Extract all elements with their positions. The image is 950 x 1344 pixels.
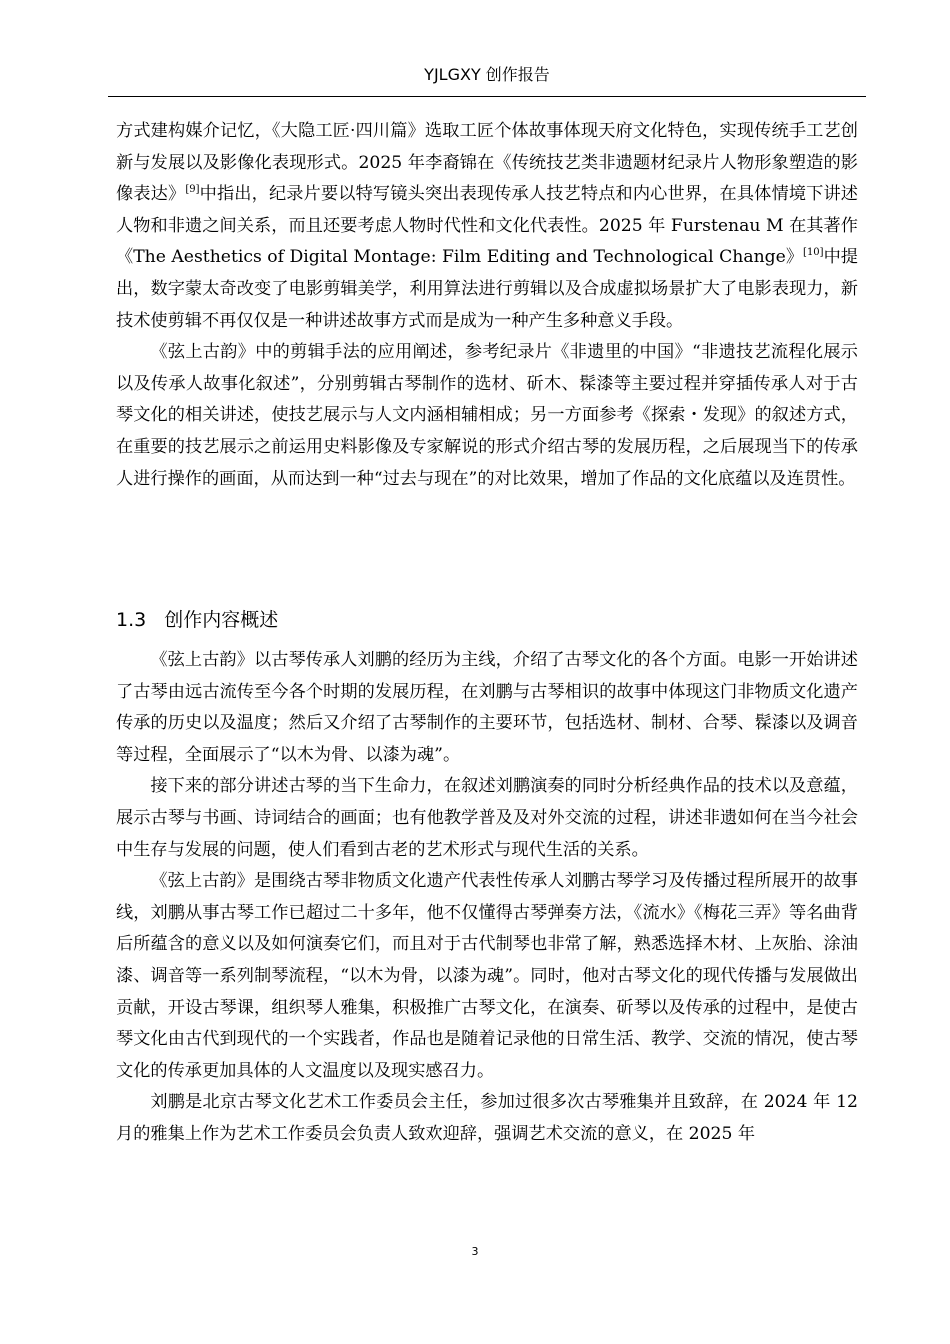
section-number: 1.3 — [116, 609, 147, 631]
paragraph: 《弦上古韵》中的剪辑手法的应用阐述，参考纪录片《非遗里的中国》“非遗技艺流程化展示以及传承人故事化叙述”，分别剪辑古琴制作的选材、斫木、髹漆等主要过程并穿插传承人对于古琴文化的相关讲述，使技艺展示与人文内涵相辅相成；另一方面参考《探索・发现》的叙述方式，在重要的技艺展示之前运用史料影像及专家解说的形式介绍古琴的发展历程，之后展现当下的传承人进行操作的画面，从而达到一种“过去与现在”的对比效果，增加了作品的文化底蕴以及连贯性。 — [116, 342, 858, 489]
paragraph-text: 中提出，数字蒙太奇改变了电影剪辑美学，利用算法进行剪辑以及合成虚拟场景扩大了电影表现力，新技术使剪辑不再仅仅是一种讲述故事方式而是成为一种产生多种意义手段。 — [116, 247, 858, 331]
paragraph: 《弦上古韵》以古琴传承人刘鹏的经历为主线，介绍了古琴文化的各个方面。电影一开始讲述了古琴由远古流传至今各个时期的发展历程，在刘鹏与古琴相识的故事中体现这门非物质文化遗产传承的历史以及温度；然后又介绍了古琴制作的主要环节，包括选材、制材、合琴、髹漆以及调音等过程，全面展示了“以木为骨、以漆为魂”。 — [116, 650, 858, 765]
body-text-bottom — [116, 645, 858, 1151]
paragraph-text: 中指出，纪录片要以特写镜头突出表现传承人技艺特点和内心世界，在具体情境下讲述人物和非遗之间关系，而且还要考虑人物时代性和文化代表性。2025 年 Furstenau M 在其著作《The Aesthetics of Digital Montage: Film Editing and Technological Change》 — [116, 184, 858, 268]
citation-ref: [10] — [803, 247, 824, 259]
citation-ref: [9] — [185, 184, 200, 196]
header-title: YJLGXY 创作报告 — [424, 65, 550, 84]
page-header — [108, 62, 866, 97]
section-title: 创作内容概述 — [164, 609, 279, 631]
body-text-top — [116, 116, 858, 495]
paragraph: 《弦上古韵》是围绕古琴非物质文化遗产代表性传承人刘鹏古琴学习及传播过程所展开的故事线，刘鹏从事古琴工作已超过二十多年，他不仅懂得古琴弹奏方法，《流水》《梅花三弄》等名曲背后所蕴含的意义以及如何演奏它们，而且对于古代制琴也非常了解，熟悉选择木材、上灰胎、涂油漆、调音等一系列制琴流程，“以木为骨，以漆为魂”。同时，他对古琴文化的现代传播与发展做出贡献，开设古琴课，组织琴人雅集，积极推广古琴文化，在演奏、斫琴以及传承的过程中，是使古琴文化由古代到现代的一个实践者，作品也是随着记录他的日常生活、教学、交流的情况，使古琴文化的传承更加具体的人文温度以及现实感召力。 — [116, 871, 858, 1081]
section-heading — [116, 602, 278, 638]
paragraph: 接下来的部分讲述古琴的当下生命力，在叙述刘鹏演奏的同时分析经典作品的技术以及意蕴，展示古琴与书画、诗词结合的画面；也有他教学普及及对外交流的过程，讲述非遗如何在当今社会中生存与发展的问题，使人们看到古老的艺术形式与现代生活的关系。 — [116, 776, 858, 860]
paragraph-continued — [116, 116, 858, 337]
paragraph: 刘鹏是北京古琴文化艺术工作委员会主任，参加过很多次古琴雅集并且致辞，在 2024 年 12 月的雅集上作为艺术工作委员会负责人致欢迎辞，强调艺术交流的意义，在 2025 年 — [116, 1092, 858, 1144]
page-number: 3 — [471, 1245, 479, 1258]
paragraph-text: 方式建构媒介记忆，《大隐工匠·四川篇》选取工匠个体故事体现天府文化特色，实现传统手工艺创新与发展以及影像化表现形式。2025 年李裔锦在《传统技艺类非遗题材纪录片人物形象塑造的影像表达》 — [116, 121, 858, 205]
